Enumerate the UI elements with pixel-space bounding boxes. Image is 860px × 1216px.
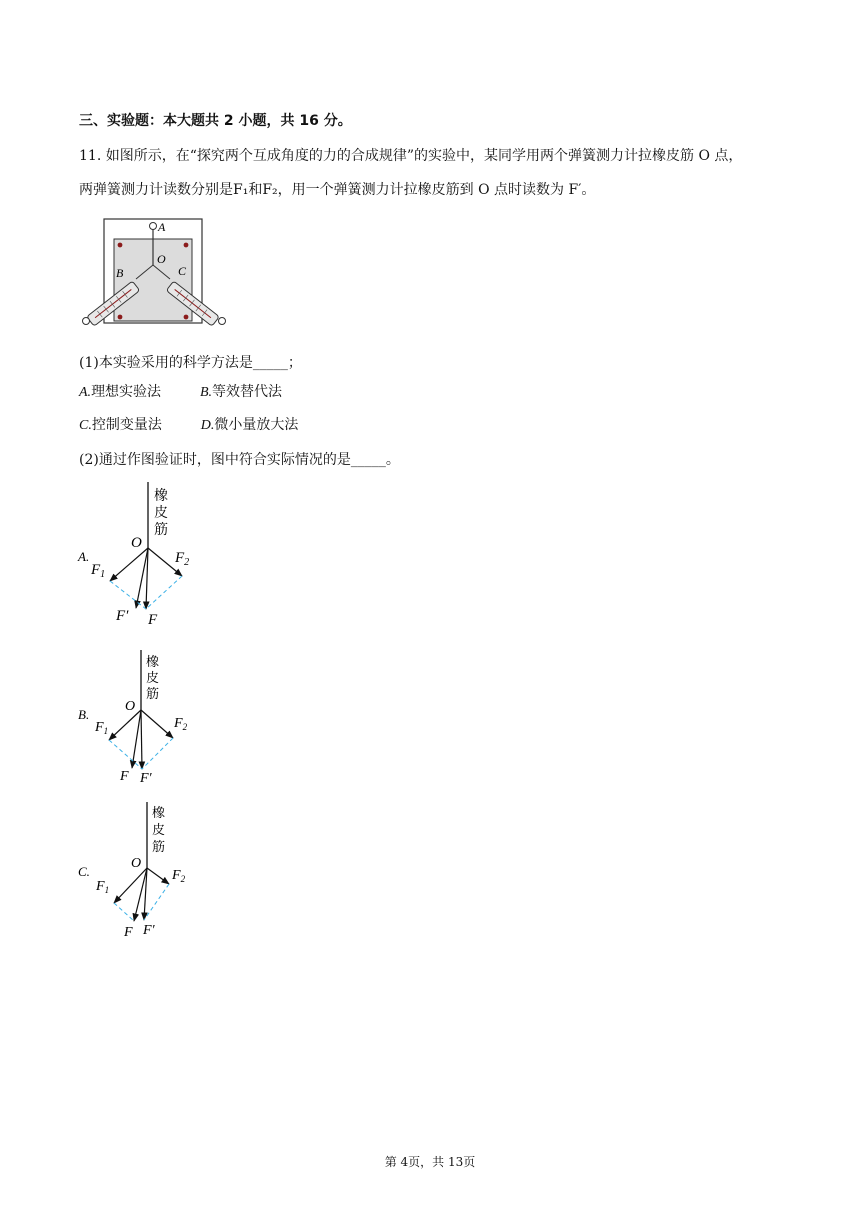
rubber-label-2: 皮 [152,822,166,837]
apparatus-figure [78,217,230,329]
diagram-a-f2: F [175,550,185,566]
label-a: A [158,220,166,234]
rubber-label-2: 皮 [154,506,168,521]
option-d-letter: D. [200,418,215,433]
option-row-2 [79,415,298,436]
rubber-label-2: 皮 [146,670,160,685]
sub-question-2-prompt: (2)通过作图验证时，图中符合实际情况的是_____。 [79,452,400,468]
diagram-c-f1: F [96,879,105,894]
diagram-b-o: O [125,699,136,714]
diagram-c-option: C. [78,864,90,879]
rubber-label-3: 筋 [154,523,168,538]
diagram-b-option: B. [78,707,90,722]
diagram-c-left-bottom: F [124,925,133,940]
diagram-b-right-bottom: F′ [140,771,152,786]
diagram-b-f1: F [95,720,104,735]
diagram-a-right-bottom: F [148,612,158,628]
diagram-a-f2-sub: 2 [184,557,190,568]
question-11-line-1: 11. 如图所示，在“探究两个互成角度的力的合成规律”的实验中，某同学用两个弹簧测力计拉橡皮筋 O 点， [79,148,743,164]
diagram-c-f2-sub: 2 [180,874,186,884]
option-b-letter: B. [199,385,213,400]
label-o: O [157,252,166,266]
diagram-a-f1-sub: 1 [100,569,106,580]
diagram-c-o: O [131,856,142,871]
diagram-a [74,480,204,630]
svg-text:F1 [94,720,108,736]
rubber-label-1: 橡 [146,654,160,669]
question-11-line-2: 两弹簧测力计读数分别是F₁和F₂，用一个弹簧测力计拉橡皮筋到 O 点时读数为 F′。 [79,182,596,198]
diagram-c-f2: F [172,868,181,883]
rubber-label-1: 橡 [152,805,166,820]
section-heading: 三、实验题：本大题共 2 小题，共 16 分。 [79,113,352,129]
page-footer: 第 4页，共 13页 [384,1155,476,1169]
diagram-c [74,800,204,945]
option-c-text: 控制变量法 [91,417,162,433]
svg-text:F1 [90,562,105,580]
label-b: B [116,266,124,280]
label-c: C [178,264,187,278]
diagram-a-option: A. [78,549,90,564]
diagram-b-f2-sub: 2 [182,722,188,732]
diagram-a-o: O [131,535,142,551]
svg-text:F2 [173,716,188,732]
rubber-label-3: 筋 [146,686,160,701]
rubber-label-3: 筋 [152,839,166,854]
diagram-b-left-bottom: F [120,769,129,784]
diagram-b [74,648,204,788]
option-a-letter: A. [79,385,92,400]
svg-text:F1 [95,879,109,895]
option-d-text: 微小量放大法 [214,417,299,433]
diagram-b-f2: F [174,716,183,731]
diagram-c-right-bottom: F′ [143,923,155,938]
option-a-text: 理想实验法 [91,384,162,400]
diagram-a-left-bottom: F′ [116,608,129,624]
sub-question-1-prompt: (1)本实验采用的科学方法是_____； [79,355,302,371]
diagram-c-f1-sub: 1 [104,885,110,895]
diagram-a-f1: F [91,562,101,578]
option-c-letter: C. [79,418,92,433]
svg-text:F2 [171,868,186,884]
option-row-1 [79,382,282,403]
diagram-b-f1-sub: 1 [103,726,109,736]
svg-text:F2 [174,550,189,568]
rubber-label-1: 橡 [154,489,168,504]
option-b-text: 等效替代法 [212,384,283,400]
